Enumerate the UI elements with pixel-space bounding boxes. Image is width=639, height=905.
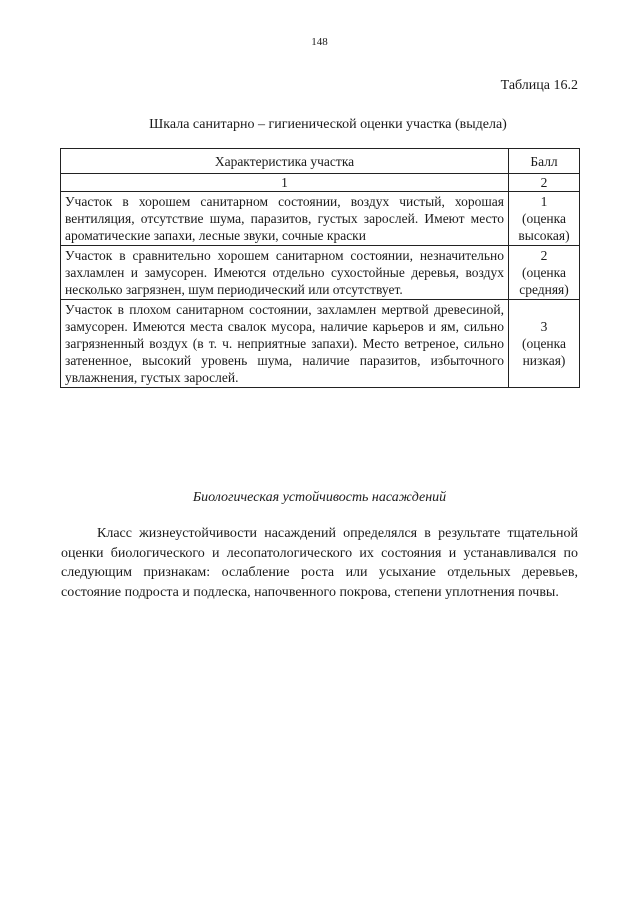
header-score: Балл <box>509 149 580 174</box>
table-row <box>61 246 580 300</box>
row-score-label: (оценка высокая) <box>518 211 570 243</box>
table-row <box>61 192 580 246</box>
column-number-1: 1 <box>61 174 509 192</box>
table-row <box>61 300 580 388</box>
column-number-2: 2 <box>509 174 580 192</box>
page-number: 148 <box>311 36 328 48</box>
row-score-label: (оценка низкая) <box>521 336 567 368</box>
table-label: Таблица 16.2 <box>500 78 578 93</box>
table-header-row <box>61 149 580 174</box>
row-score-cell <box>509 246 580 300</box>
row-score-cell <box>509 300 580 388</box>
row-score-label: (оценка средняя) <box>519 265 569 297</box>
table-title: Шкала санитарно – гигиенической оценки участка (выдела) <box>149 117 507 132</box>
row-score: 1 <box>540 194 548 209</box>
body-paragraph: Класс жизнеустойчивости насаждений определялся в результате тщательной оценки биологического и лесопатологического их состояния и устанавливался по следующим признакам: ослабление роста или усыхание отдельных деревьев, состояние подроста и подлеска, напочвенного покрова, степени уплотнения почвы. <box>61 526 578 600</box>
row-description: Участок в плохом санитарном состоянии, захламлен мертвой древесиной, замусорен. Имеются места свалок мусора, наличие карьеров и ям, сильно загрязненный воздух (в т. ч. неприятные запахи). Место ветреное, сильно затененное, высокий уровень шума, наличие паразитов, избыточного увлажнения, густых зарослей. <box>61 300 509 388</box>
row-description: Участок в сравнительно хорошем санитарном состоянии, незначительно захламлен и замусорен. Имеются отдельно сухостойные деревья, воздух несколько загрязнен, шум периодический или отсутствует. <box>61 246 509 300</box>
section-heading: Биологическая устойчивость насаждений <box>192 490 447 505</box>
row-score: 2 <box>540 248 548 263</box>
row-score-cell <box>509 192 580 246</box>
column-number-row <box>61 174 580 192</box>
sanitary-scale-table <box>60 148 580 388</box>
row-description: Участок в хорошем санитарном состоянии, воздух чистый, хорошая вентиляция, отсутствие шума, паразитов, густых зарослей. Имеют место ароматические запахи, лесные звуки, сочные краски <box>61 192 509 246</box>
row-score: 3 <box>540 319 548 334</box>
header-characteristic: Характеристика участка <box>61 149 509 174</box>
